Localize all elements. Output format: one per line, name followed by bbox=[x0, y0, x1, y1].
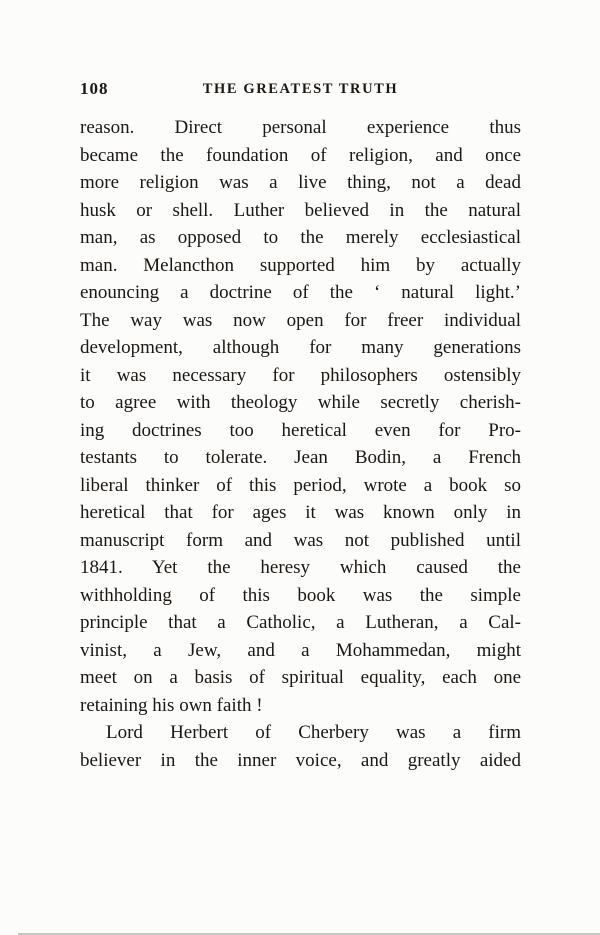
text-line: reason. Direct personal experience thus bbox=[80, 117, 521, 138]
text-line: manuscript form and was not published until bbox=[80, 529, 521, 551]
text-line: withholding of this book was the simple bbox=[80, 584, 521, 606]
text-line: liberal thinker of this period, wrote a book so bbox=[80, 474, 521, 496]
text-line: husk or shell. Luther believed in the natural bbox=[80, 199, 521, 221]
text-line: to agree with theology while secretly cherish- bbox=[80, 392, 521, 413]
running-header: THE GREATEST TRUTH bbox=[202, 81, 399, 97]
text-line: man. Melancthon supported him by actually bbox=[80, 254, 521, 276]
text-line: ing doctrines too heretical even for Pro- bbox=[80, 419, 521, 441]
text-line: The way was now open for freer individual bbox=[80, 309, 521, 331]
body-text bbox=[80, 114, 521, 774]
page-header bbox=[80, 78, 521, 100]
text-line: vinist, a Jew, and a Mohammedan, might bbox=[80, 639, 521, 661]
page-number: 108 bbox=[80, 79, 109, 98]
text-line: retaining his own faith ! bbox=[80, 694, 263, 716]
text-line: became the foundation of religion, and once bbox=[80, 144, 521, 166]
text-line: 1841. Yet the heresy which caused the bbox=[80, 557, 521, 578]
text-line: principle that a Catholic, a Lutheran, a Cal- bbox=[80, 612, 521, 633]
page-content bbox=[80, 78, 521, 774]
text-line: enouncing a doctrine of the ‘ natural light.’ bbox=[80, 282, 521, 303]
text-line: Lord Herbert of Cherbery was a firm bbox=[106, 722, 521, 743]
text-line: believer in the inner voice, and greatly aided bbox=[80, 749, 521, 771]
text-line: it was necessary for philosophers ostensibly bbox=[80, 364, 521, 386]
text-line: development, although for many generations bbox=[80, 337, 521, 358]
text-line: meet on a basis of spiritual equality, each one bbox=[80, 667, 521, 688]
text-line: man, as opposed to the merely ecclesiastical bbox=[80, 227, 521, 248]
text-line: more religion was a live thing, not a dead bbox=[80, 172, 521, 193]
text-line: heretical that for ages it was known only in bbox=[80, 502, 521, 523]
text-line: testants to tolerate. Jean Bodin, a French bbox=[80, 447, 521, 468]
